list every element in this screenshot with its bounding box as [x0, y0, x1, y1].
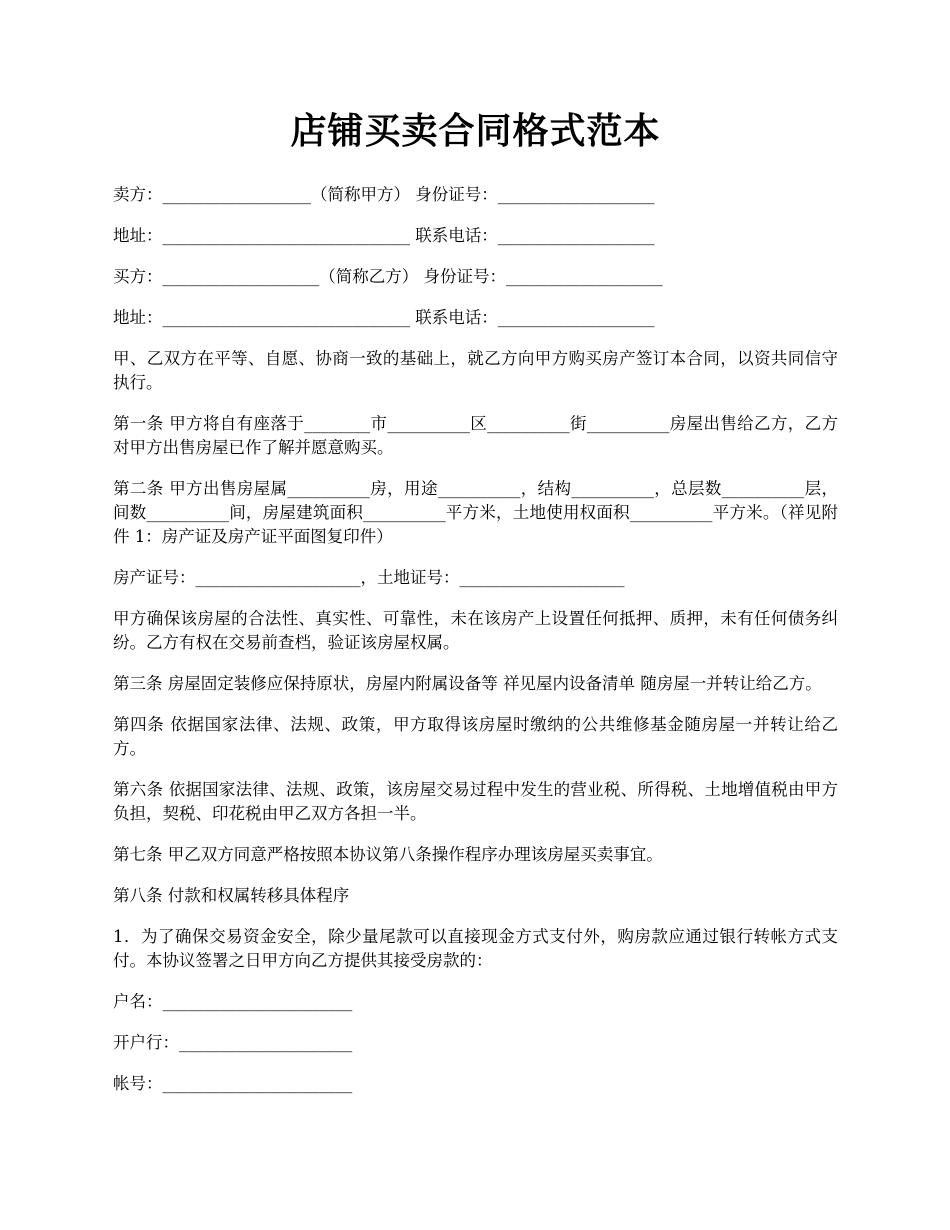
account-number-line: 帐号：_______________________: [113, 1074, 353, 1094]
article-4-paragraph: 第四条 依据国家法律、法规、政策，甲方取得该房屋时缴纳的公共维修基金随房屋一并转让给乙方。: [113, 715, 838, 759]
account-name-line: 户名：_______________________: [113, 992, 353, 1012]
article-1-paragraph: 第一条 甲方将自有座落于________市__________区__________街__________房屋出售给乙方，乙方对甲方出售房屋已作了解并愿意购买。: [113, 414, 838, 458]
article-6-paragraph: 第六条 依据国家法律、法规、政策，该房屋交易过程中发生的营业税、所得税、土地增值税由甲方负担，契税、印花税由甲乙双方各担一半。: [113, 780, 838, 824]
buyer-address-line: 地址：______________________________ 联系电话：___________________: [113, 308, 655, 328]
document-page: [113, 110, 838, 1113]
article-7-paragraph: 第七条 甲乙双方同意严格按照本协议第八条操作程序办理该房屋买卖事宜。: [113, 845, 663, 865]
bank-line: 开户行：_____________________: [113, 1033, 353, 1053]
article-8-heading: 第八条 付款和权属转移具体程序: [113, 886, 350, 906]
buyer-line: 买方：___________________（简称乙方） 身份证号：___________________: [113, 267, 663, 287]
guarantee-paragraph: 甲方确保该房屋的合法性、真实性、可靠性，未在该房产上设置任何抵押、质押，未有任何债务纠纷。乙方有权在交易前查档，验证该房屋权属。: [113, 609, 838, 653]
preamble-paragraph: 甲、乙双方在平等、自愿、协商一致的基础上，就乙方向甲方购买房产签订本合同，以资共同信守执行。: [113, 349, 838, 393]
article-3-paragraph: 第三条 房屋固定装修应保持原状，房屋内附属设备等 祥见屋内设备清单 随房屋一并转让给乙方。: [113, 674, 822, 694]
article-2-paragraph: 第二条 甲方出售房屋属__________房，用途__________，结构__________，总层数__________层，间数__________间，房屋建筑面积__________平方米，土地使用权面积__________平方米。（祥见附件 1：房产证及房产证平面图复印件）: [113, 479, 838, 547]
document-title: 店铺买卖合同格式范本: [290, 110, 661, 152]
payment-clause-paragraph: 1．为了确保交易资金安全，除少量尾款可以直接现金方式支付外，购房款应通过银行转帐方式支付。本协议签署之日甲方向乙方提供其接受房款的：: [113, 927, 838, 971]
certificate-line: 房产证号：____________________，土地证号：____________________: [113, 568, 625, 588]
seller-line: 卖方：__________________（简称甲方） 身份证号：___________________: [113, 185, 655, 205]
seller-address-line: 地址：______________________________ 联系电话：___________________: [113, 226, 655, 246]
